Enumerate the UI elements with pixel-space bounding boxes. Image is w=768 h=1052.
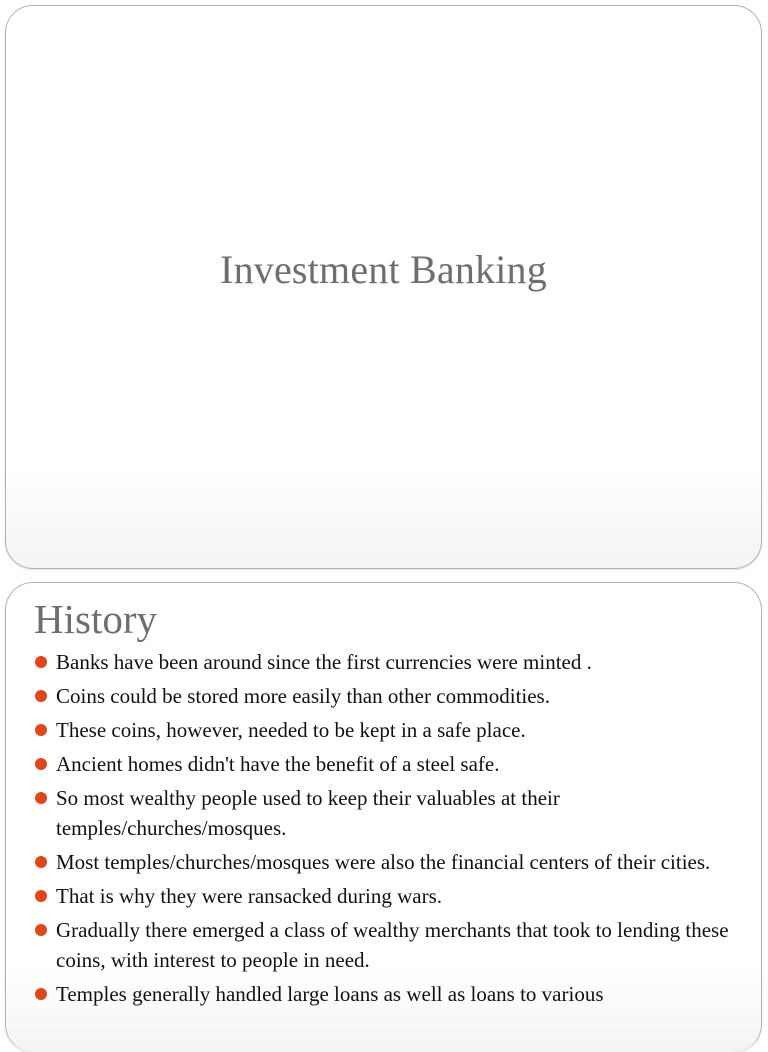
bullet-text: That is why they were ransacked during wars. — [56, 884, 443, 908]
bullet-text: Gradually there emerged a class of wealthy merchants that took to lending these coins, with interest to people in need. — [56, 918, 729, 972]
slide-heading: History — [34, 596, 157, 642]
bullet-text: These coins, however, needed to be kept in a safe place. — [56, 718, 526, 742]
bullet-dot-icon — [35, 924, 47, 936]
bullet-dot-icon — [35, 792, 47, 804]
bullet-dot-icon — [35, 690, 47, 702]
bullet-dot-icon — [35, 656, 47, 668]
list-item — [34, 647, 734, 677]
bullet-dot-icon — [35, 758, 47, 770]
list-item — [34, 881, 734, 911]
bullet-text: So most wealthy people used to keep their valuables at their temples/churches/mosques. — [56, 786, 560, 840]
list-item — [34, 979, 734, 1009]
bullet-text: Banks have been around since the first currencies were minted . — [56, 650, 592, 674]
bullet-dot-icon — [35, 856, 47, 868]
bullet-text: Most temples/churches/mosques were also the financial centers of their cities. — [56, 850, 711, 874]
list-item — [34, 783, 734, 843]
bullet-list — [34, 647, 734, 1013]
bullet-dot-icon — [35, 988, 47, 1000]
list-item — [34, 681, 734, 711]
list-item — [34, 915, 734, 975]
slide-1 — [5, 5, 762, 569]
bullet-text: Ancient homes didn't have the benefit of a steel safe. — [56, 752, 500, 776]
bullet-dot-icon — [35, 724, 47, 736]
bullet-text: Coins could be stored more easily than other commodities. — [56, 684, 550, 708]
list-item — [34, 749, 734, 779]
bullet-text: Temples generally handled large loans as well as loans to various — [56, 982, 604, 1006]
slide-2 — [5, 582, 762, 1052]
list-item — [34, 847, 734, 877]
slide-title: Investment Banking — [220, 247, 547, 292]
list-item — [34, 715, 734, 745]
bullet-dot-icon — [35, 890, 47, 902]
